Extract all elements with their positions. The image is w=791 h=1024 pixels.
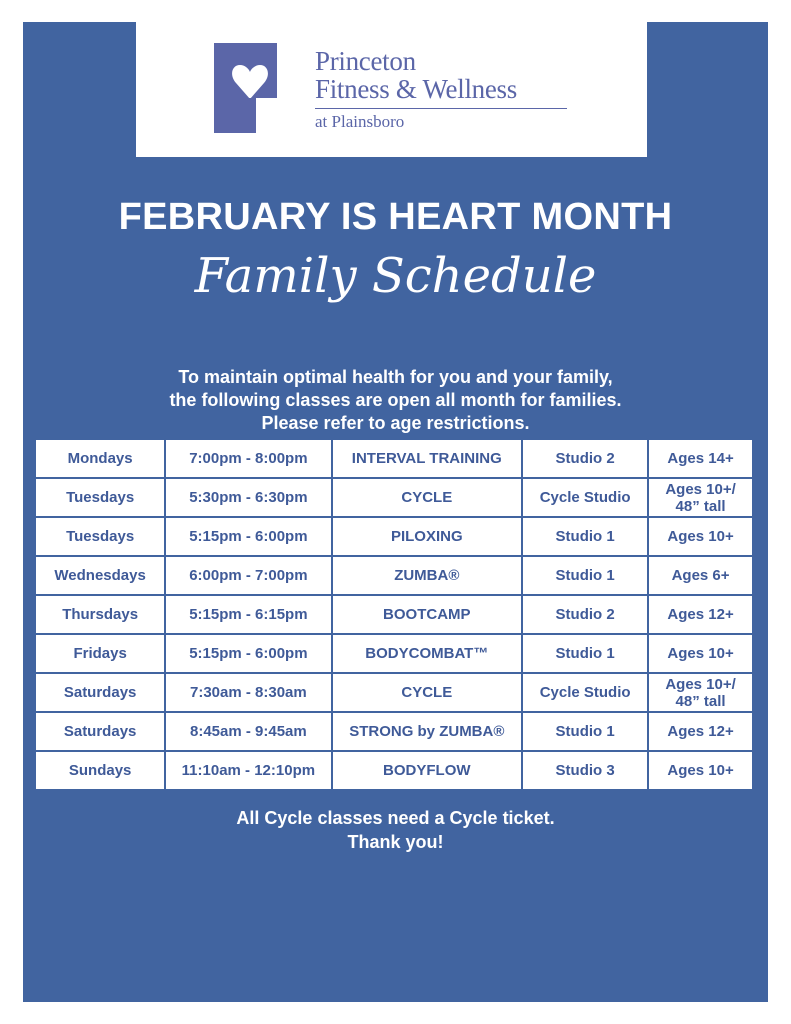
location-cell: Studio 3 <box>522 751 648 790</box>
footer-line: All Cycle classes need a Cycle ticket. <box>236 808 555 828</box>
table-row <box>35 556 753 595</box>
table-row <box>35 634 753 673</box>
class-cell: BOOTCAMP <box>332 595 523 634</box>
day-cell: Saturdays <box>35 712 165 751</box>
schedule-table <box>34 438 754 791</box>
location-cell: Cycle Studio <box>522 673 648 712</box>
page-subtitle: Family Schedule <box>194 248 597 304</box>
table-row <box>35 673 753 712</box>
class-cell: BODYFLOW <box>332 751 523 790</box>
intro-text <box>0 366 791 435</box>
day-cell: Tuesdays <box>35 517 165 556</box>
day-cell: Fridays <box>35 634 165 673</box>
table-row <box>35 595 753 634</box>
time-cell: 5:30pm - 6:30pm <box>165 478 331 517</box>
day-cell: Tuesdays <box>35 478 165 517</box>
time-cell: 5:15pm - 6:15pm <box>165 595 331 634</box>
time-cell: 8:45am - 9:45am <box>165 712 331 751</box>
location-cell: Studio 1 <box>522 517 648 556</box>
logo-line-location: at Plainsboro <box>315 112 405 131</box>
location-cell: Studio 2 <box>522 595 648 634</box>
time-cell: 7:00pm - 8:00pm <box>165 439 331 478</box>
location-cell: Cycle Studio <box>522 478 648 517</box>
location-cell: Studio 2 <box>522 439 648 478</box>
ages-cell: Ages 12+ <box>648 595 753 634</box>
location-cell: Studio 1 <box>522 634 648 673</box>
ages-cell: Ages 10+ <box>648 517 753 556</box>
intro-line: To maintain optimal health for you and your family, <box>178 367 613 387</box>
page-title: FEBRUARY IS HEART MONTH <box>118 196 673 238</box>
table-row <box>35 478 753 517</box>
ages-cell: Ages 10+/ 48” tall <box>648 673 753 712</box>
ages-cell: Ages 10+/ 48” tall <box>648 478 753 517</box>
logo-wordmark <box>315 47 567 132</box>
logo-line-fitness-wellness: Fitness & Wellness <box>315 74 517 104</box>
class-cell: PILOXING <box>332 517 523 556</box>
ages-cell: Ages 12+ <box>648 712 753 751</box>
heart-p-logo-icon <box>214 43 277 133</box>
ages-cell: Ages 14+ <box>648 439 753 478</box>
day-cell: Saturdays <box>35 673 165 712</box>
time-cell: 5:15pm - 6:00pm <box>165 517 331 556</box>
class-cell: CYCLE <box>332 478 523 517</box>
day-cell: Sundays <box>35 751 165 790</box>
day-cell: Wednesdays <box>35 556 165 595</box>
table-row <box>35 751 753 790</box>
class-cell: BODYCOMBAT™ <box>332 634 523 673</box>
footer-line: Thank you! <box>347 832 444 852</box>
logo-box <box>136 22 647 157</box>
footer-note <box>0 806 791 854</box>
class-cell: ZUMBA® <box>332 556 523 595</box>
time-cell: 5:15pm - 6:00pm <box>165 634 331 673</box>
logo-divider <box>315 108 567 109</box>
ages-cell: Ages 6+ <box>648 556 753 595</box>
time-cell: 6:00pm - 7:00pm <box>165 556 331 595</box>
location-cell: Studio 1 <box>522 712 648 751</box>
intro-line: the following classes are open all month for families. <box>169 390 622 410</box>
day-cell: Mondays <box>35 439 165 478</box>
time-cell: 11:10am - 12:10pm <box>165 751 331 790</box>
table-row <box>35 517 753 556</box>
time-cell: 7:30am - 8:30am <box>165 673 331 712</box>
ages-cell: Ages 10+ <box>648 634 753 673</box>
intro-line: Please refer to age restrictions. <box>261 413 530 433</box>
day-cell: Thursdays <box>35 595 165 634</box>
class-cell: STRONG by ZUMBA® <box>332 712 523 751</box>
location-cell: Studio 1 <box>522 556 648 595</box>
class-cell: CYCLE <box>332 673 523 712</box>
class-cell: INTERVAL TRAINING <box>332 439 523 478</box>
logo-line-princeton: Princeton <box>315 46 416 76</box>
table-row <box>35 712 753 751</box>
ages-cell: Ages 10+ <box>648 751 753 790</box>
table-row <box>35 439 753 478</box>
